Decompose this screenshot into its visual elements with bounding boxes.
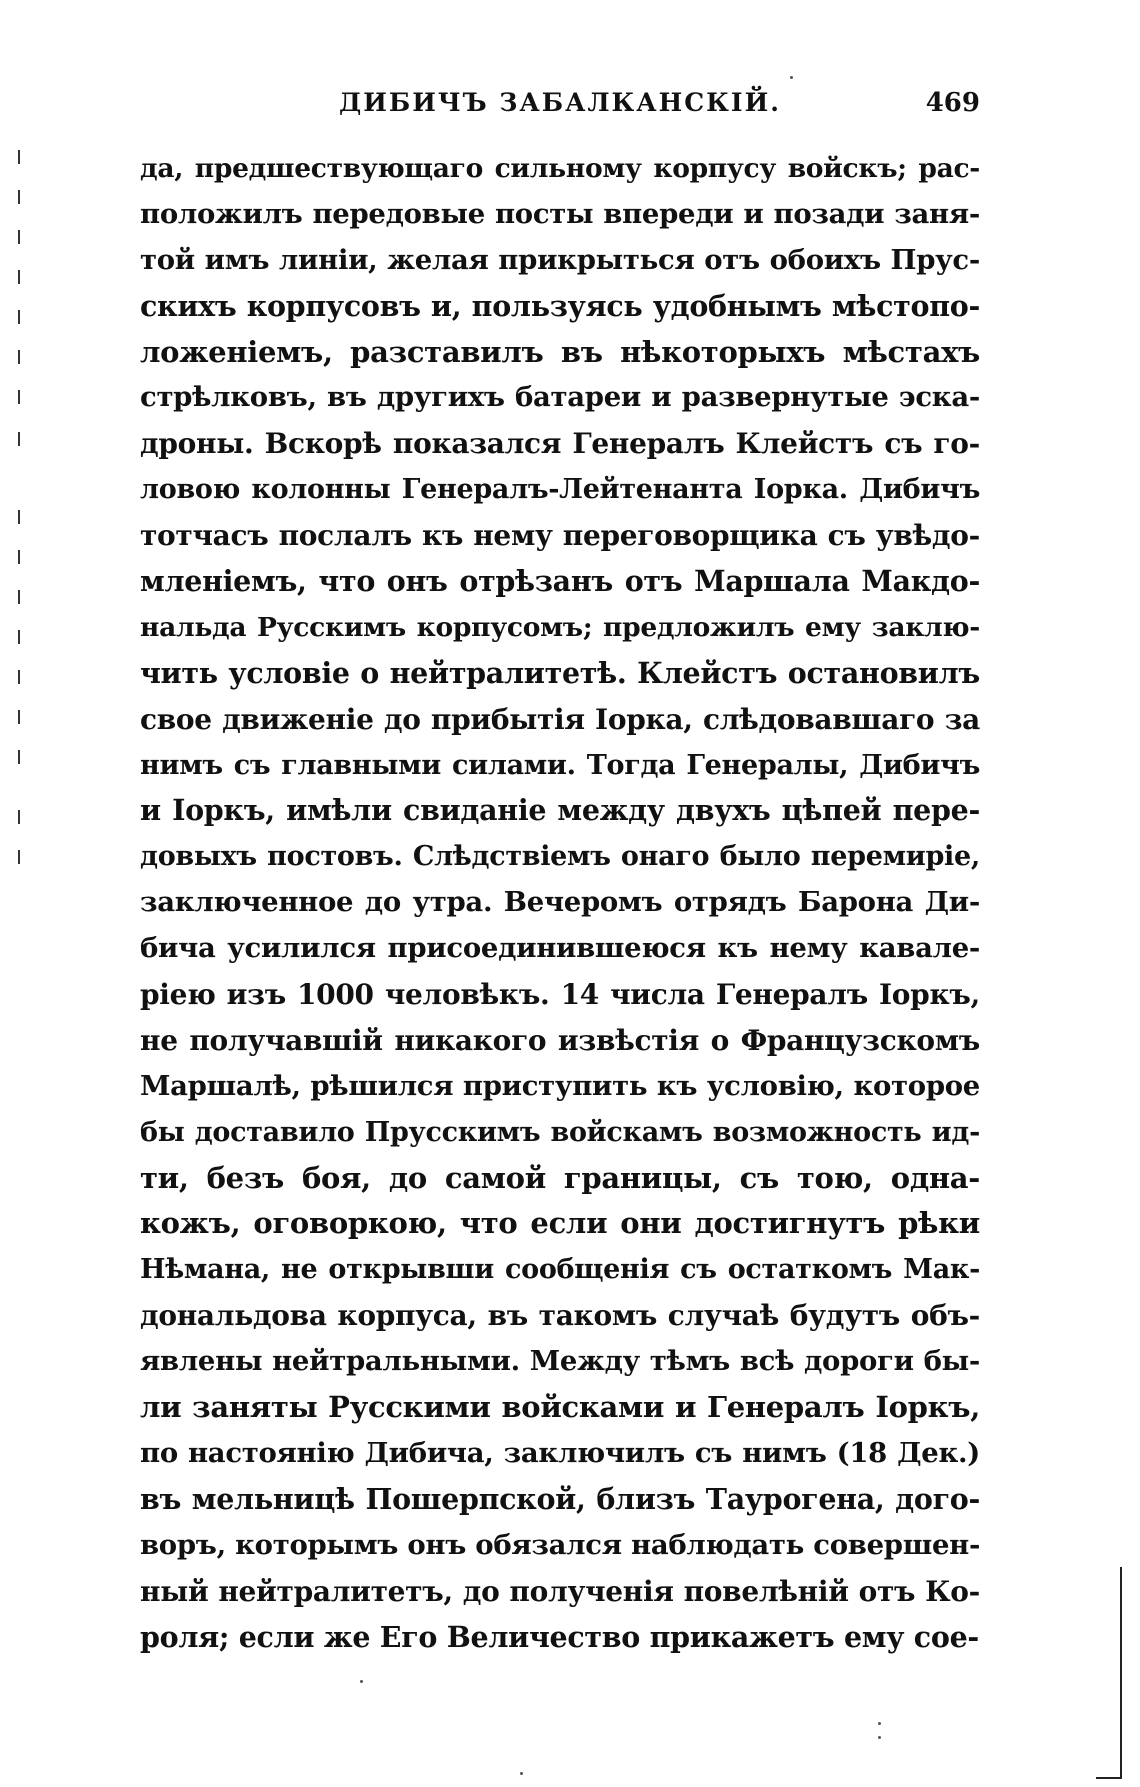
text-line: ложеніемъ, разставилъ въ нѣкоторыхъ мѣстахъ: [140, 334, 980, 369]
text-line: стрѣлковъ, въ другихъ батареи и развернутые эска-: [140, 381, 980, 414]
scan-mark: [18, 810, 20, 824]
text-line: не получавшій никакого извѣстія о Французскомъ: [140, 1023, 980, 1057]
text-line: роля; если же Его Величество прикажетъ ему сое-: [140, 1619, 979, 1654]
running-title: ДИБИЧЪ ЗАБАЛКАНСКІЙ.: [339, 88, 781, 117]
scan-mark: [18, 550, 20, 564]
scan-mark: [18, 710, 20, 724]
text-line: ти, безъ боя, до самой границы, съ тою, однa-: [140, 1160, 980, 1195]
scan-mark: [18, 510, 20, 524]
scan-speck: [878, 1736, 881, 1739]
text-line: ли заняты Русскими войсками и Генералъ Іоркъ,: [140, 1390, 980, 1425]
text-line: Нѣмана, не открывши сообщенія съ остаткомъ Мак-: [140, 1254, 980, 1286]
text-line: свое движеніе до прибытія Іорка, слѣдовавшаго за: [140, 702, 980, 736]
text-line: кожъ, оговоркою, что если они достигнутъ рѣки: [140, 1206, 980, 1241]
scan-mark: [18, 190, 20, 204]
text-line: нимъ съ главными силами. Тогда Генералы, Дибичъ: [140, 749, 980, 781]
left-margin-scan-marks: [14, 150, 24, 1010]
page-number: 469: [925, 88, 980, 118]
scan-mark: [18, 310, 20, 324]
scan-speck: [520, 1772, 523, 1775]
text-line: явлены нейтральными. Между тѣмъ всѣ дороги бы-: [140, 1345, 980, 1378]
text-line: скихъ корпусовъ и, пользуясь удобнымъ мѣстопо-: [140, 288, 980, 323]
scan-mark: [18, 350, 20, 364]
scan-mark: [18, 630, 20, 644]
text-line: довыхъ постовъ. Слѣдствіемъ онаго было перемиріе,: [140, 841, 980, 873]
page-corner-edge: [1096, 1567, 1122, 1779]
text-line: Маршалѣ, рѣшился приступить къ условію, которое: [140, 1069, 980, 1102]
text-line: бы доставило Прусскимъ войскамъ возможность ид-: [140, 1116, 980, 1148]
text-line: по настоянію Дибича, заключилъ съ нимъ (18 Дек.): [140, 1436, 980, 1469]
scan-mark: [18, 432, 20, 446]
text-line: ріею изъ 1000 человѣкъ. 14 числа Генералъ Іоркъ,: [140, 978, 980, 1012]
body-text: [140, 146, 980, 1660]
text-line: и Іоркъ, имѣли свиданіе между двухъ цѣпей пере-: [140, 793, 980, 828]
text-line: воръ, которымъ онъ обязался наблюдать совершен-: [140, 1528, 981, 1561]
text-line: да, предшествующаго сильному корпусу войскъ; рас-: [140, 153, 980, 184]
scan-speck: [878, 1722, 881, 1725]
text-line: дроны. Вскорѣ показался Генералъ Клейстъ съ го-: [140, 427, 980, 461]
scan-mark: [18, 670, 20, 684]
text-line: заключенное до утра. Вечеромъ отрядъ Барона Ди-: [140, 886, 980, 919]
scan-mark: [18, 750, 20, 764]
text-line: ловою колонны Генералъ-Лейтенанта Іорка. Дибичъ: [140, 474, 980, 506]
scan-mark: [18, 230, 20, 244]
text-line: въ мельницѣ Пошерпской, близъ Таурогена, дого-: [140, 1481, 980, 1516]
scan-mark: [18, 850, 20, 864]
text-line: положилъ передовые посты впереди и позади заня-: [140, 197, 980, 230]
scan-mark: [18, 390, 20, 404]
scan-mark: [18, 150, 20, 164]
scan-speck: [790, 76, 793, 79]
text-line: бича усилился присоединившеюся къ нему кавале-: [140, 932, 980, 965]
text-line: нальда Русскимъ корпусомъ; предложилъ ему заклю-: [140, 611, 980, 643]
running-head: [140, 88, 980, 124]
scan-speck: [360, 1680, 363, 1683]
text-line: тотчасъ послалъ къ нему переговорщика съ увѣдо-: [140, 519, 980, 553]
scan-mark: [18, 270, 20, 284]
text-line: ный нейтралитетъ, до полученія повелѣній отъ Ко-: [140, 1574, 980, 1608]
text-line: той имъ линіи, желая прикрыться отъ обоихъ Прус-: [140, 243, 980, 276]
scan-mark: [18, 590, 20, 604]
text-line: дональдова корпуса, въ такомъ случаѣ будутъ объ-: [140, 1299, 980, 1333]
text-line: мленіемъ, что онъ отрѣзанъ отъ Маршала Макдо-: [140, 564, 980, 599]
text-line: чить условіе о нейтралитетѣ. Клейстъ остановилъ: [140, 655, 980, 690]
